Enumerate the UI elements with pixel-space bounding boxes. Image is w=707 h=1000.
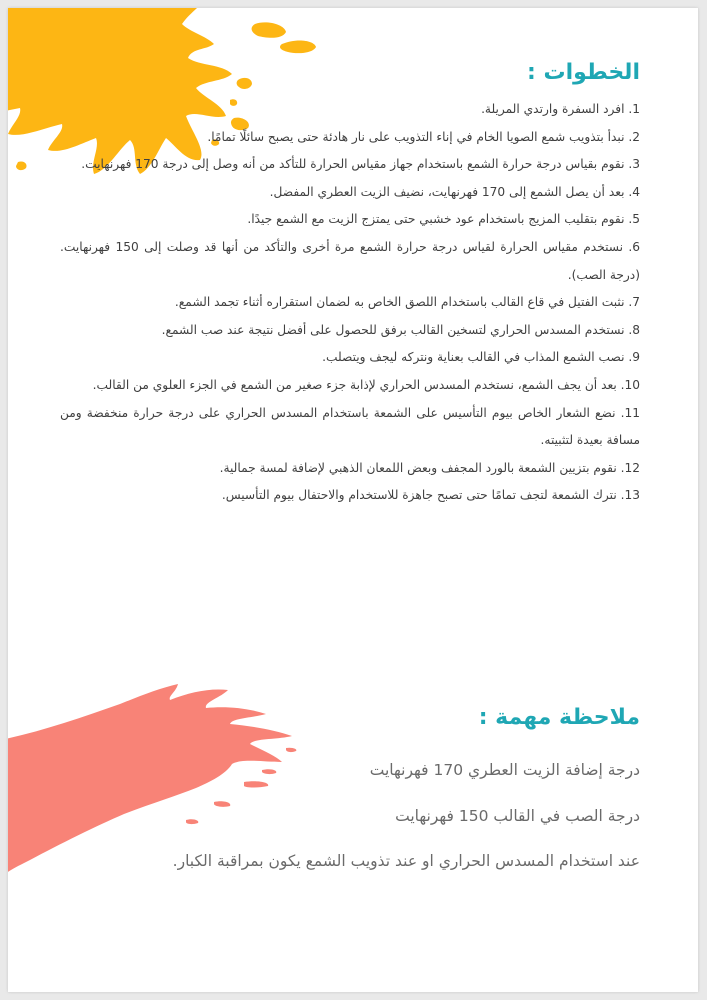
note-item: درجة الصب في القالب 150 فهرنهايت — [395, 806, 640, 825]
step-item: 6. نستخدم مقياس الحرارة لقياس درجة حرارة الشمع مرة أخرى والتأكد من أنها قد وصلت إلى 150 فهرنهايت. (درجة الصب). — [60, 239, 641, 282]
notes-list — [40, 748, 640, 885]
note-item: درجة إضافة الزيت العطري 170 فهرنهايت — [369, 761, 640, 779]
note-heading: ملاحظة مهمة : — [478, 705, 640, 730]
step-item: 1. افرد السفرة وارتدي المريلة. — [481, 102, 640, 116]
step-item: 5. نقوم بتقليب المزيج باستخدام عود خشبي حتى يمتزج الزيت مع الشمع جيدًا. — [247, 212, 640, 227]
step-item: 11. نضع الشعار الخاص بيوم التأسيس على الشمعة باستخدام المسدس الحراري على درجة حرارة منخفضة ومن مسافة بعيدة لتثبيته. — [60, 405, 640, 448]
step-item: 8. نستخدم المسدس الحراري لتسخين القالب برفق للحصول على أفضل نتيجة عند صب الشمع. — [161, 322, 640, 337]
step-item: 2. نبدأ بتذويب شمع الصويا الخام في إناء التذويب على نار هادئة حتى يصبح سائلًا تمامًا. — [207, 129, 640, 144]
step-item: 3. نقوم بقياس درجة حرارة الشمع باستخدام جهاز مقياس الحرارة للتأكد من أنه وصل إلى درجة 170 فهرنهايت. — [81, 157, 640, 172]
note-item: عند استخدام المسدس الحراري او عند تذويب الشمع يكون بمراقبة الكبار. — [172, 852, 640, 870]
steps-heading: الخطوات : — [527, 60, 640, 85]
step-item: 13. نترك الشمعة لتجف تمامًا حتى تصبح جاهزة للاستخدام والاحتفال بيوم التأسيس. — [221, 488, 640, 503]
step-item: 12. نقوم بتزيين الشمعة بالورد المجفف وبعض اللمعان الذهبي لإضافة لمسة جمالية. — [219, 460, 640, 475]
document-page — [8, 8, 698, 992]
step-item: 7. نثبت الفتيل في قاع القالب باستخدام اللصق الخاص به لضمان استقراره أثناء تجمد الشمع. — [174, 295, 640, 310]
step-item: 4. بعد أن يصل الشمع إلى 170 فهرنهايت، نضيف الزيت العطري المفضل. — [269, 184, 640, 199]
step-item: 9. نصب الشمع المذاب في القالب بعناية ونتركه ليجف ويتصلب. — [322, 350, 640, 365]
step-item: 10. بعد أن يجف الشمع، نستخدم المسدس الحراري لإذابة جزء صغير من الشمع في الجزء العلوي من القالب. — [92, 377, 640, 392]
steps-list — [60, 96, 640, 510]
